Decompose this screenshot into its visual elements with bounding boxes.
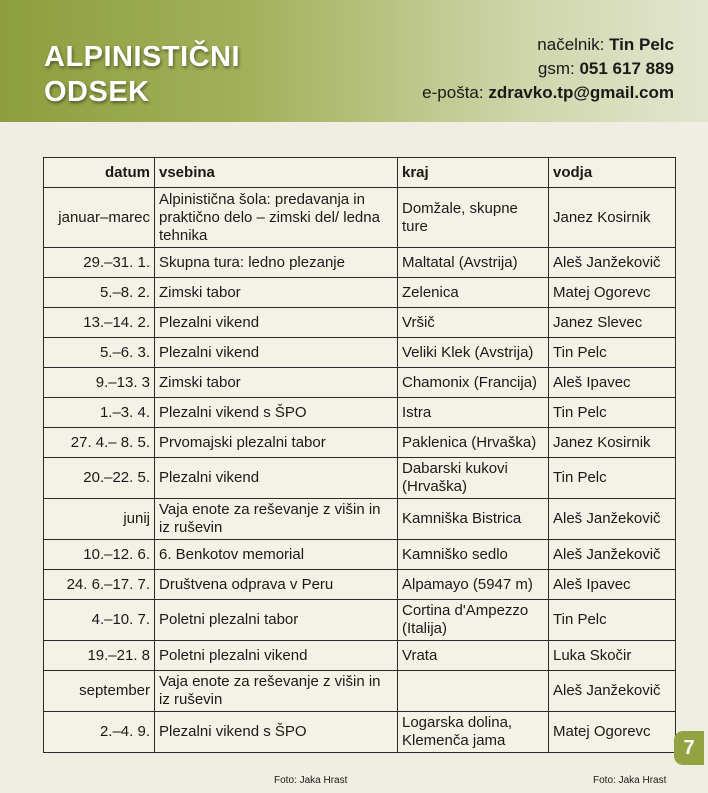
section-title — [44, 40, 240, 110]
cell-datum: 5.–6. 3. — [44, 338, 155, 368]
cell-vodja: Tin Pelc — [549, 338, 676, 368]
leader-label: načelnik: — [537, 35, 610, 54]
cell-datum: 10.–12. 6. — [44, 540, 155, 570]
email-line — [422, 81, 674, 105]
cell-vsebina: Poletni plezalni tabor — [155, 600, 398, 641]
cell-vsebina: Vaja enote za reševanje z višin in iz ruševin — [155, 671, 398, 712]
cell-kraj: Logarska dolina, Klemenča jama — [398, 712, 549, 753]
cell-kraj: Alpamayo (5947 m) — [398, 570, 549, 600]
cell-vodja: Aleš Ipavec — [549, 570, 676, 600]
cell-vodja: Janez Slevec — [549, 308, 676, 338]
cell-kraj: Zelenica — [398, 278, 549, 308]
cell-vodja: Aleš Janžekovič — [549, 499, 676, 540]
header-vsebina: vsebina — [155, 158, 398, 188]
cell-datum: 19.–21. 8 — [44, 641, 155, 671]
photo-credit: Foto: Jaka Hrast — [593, 775, 667, 786]
cell-vodja: Tin Pelc — [549, 458, 676, 499]
cell-vsebina: Plezalni vikend — [155, 308, 398, 338]
cell-kraj: Chamonix (Francija) — [398, 368, 549, 398]
table-row — [44, 188, 676, 248]
cell-vsebina: Alpinistična šola: predavanja in praktično delo – zimski del/ ledna tehnika — [155, 188, 398, 248]
table-row — [44, 570, 676, 600]
table-row — [44, 641, 676, 671]
cell-datum: september — [44, 671, 155, 712]
cell-vsebina: Poletni plezalni vikend — [155, 641, 398, 671]
cell-datum: 20.–22. 5. — [44, 458, 155, 499]
cell-datum: 24. 6.–17. 7. — [44, 570, 155, 600]
table-row — [44, 308, 676, 338]
cell-kraj: Kamniško sedlo — [398, 540, 549, 570]
cell-vodja: Tin Pelc — [549, 398, 676, 428]
cell-vsebina: Plezalni vikend s ŠPO — [155, 712, 398, 753]
cell-datum: 27. 4.– 8. 5. — [44, 428, 155, 458]
header-datum: datum — [44, 158, 155, 188]
cell-datum: 29.–31. 1. — [44, 248, 155, 278]
cell-vodja: Aleš Janžekovič — [549, 671, 676, 712]
gsm-label: gsm: — [537, 59, 580, 78]
cell-vodja: Janez Kosirnik — [549, 428, 676, 458]
table-header-row — [44, 158, 676, 188]
cell-kraj: Vrata — [398, 641, 549, 671]
leader-line — [422, 33, 674, 57]
photo-credit: Foto: Jaka Hrast — [274, 775, 348, 786]
cell-vsebina: 6. Benkotov memorial — [155, 540, 398, 570]
page-number-badge: 7 — [674, 731, 704, 765]
schedule-table — [43, 157, 676, 753]
table-row — [44, 600, 676, 641]
email-value: zdravko.tp@gmail.com — [488, 83, 674, 102]
cell-datum: junij — [44, 499, 155, 540]
cell-datum: 1.–3. 4. — [44, 398, 155, 428]
table-row — [44, 428, 676, 458]
cell-vodja: Janez Kosirnik — [549, 188, 676, 248]
table-row — [44, 499, 676, 540]
cell-kraj: Domžale, skupne ture — [398, 188, 549, 248]
table-row — [44, 712, 676, 753]
page-header — [0, 0, 708, 122]
cell-vsebina: Vaja enote za reševanje z višin in iz ruševin — [155, 499, 398, 540]
cell-vodja: Aleš Janžekovič — [549, 248, 676, 278]
cell-kraj: Kamniška Bistrica — [398, 499, 549, 540]
cell-vsebina: Skupna tura: ledno plezanje — [155, 248, 398, 278]
cell-vsebina: Plezalni vikend s ŠPO — [155, 398, 398, 428]
cell-kraj: Veliki Klek (Avstrija) — [398, 338, 549, 368]
header-kraj: kraj — [398, 158, 549, 188]
table-row — [44, 338, 676, 368]
cell-vodja: Matej Ogorevc — [549, 278, 676, 308]
cell-vsebina: Plezalni vikend — [155, 338, 398, 368]
header-vodja: vodja — [549, 158, 676, 188]
title-line-1: ALPINISTIČNI — [44, 41, 241, 73]
cell-kraj: Istra — [398, 398, 549, 428]
table-row — [44, 248, 676, 278]
cell-datum: 9.–13. 3 — [44, 368, 155, 398]
cell-kraj — [398, 671, 549, 712]
cell-vsebina: Prvomajski plezalni tabor — [155, 428, 398, 458]
cell-vsebina: Zimski tabor — [155, 368, 398, 398]
cell-datum: 4.–10. 7. — [44, 600, 155, 641]
cell-vsebina: Zimski tabor — [155, 278, 398, 308]
table-row — [44, 368, 676, 398]
cell-vodja: Matej Ogorevc — [549, 712, 676, 753]
cell-datum: 13.–14. 2. — [44, 308, 155, 338]
cell-vodja: Aleš Janžekovič — [549, 540, 676, 570]
cell-kraj: Vršič — [398, 308, 549, 338]
cell-kraj: Cortina d'Ampezzo (Italija) — [398, 600, 549, 641]
cell-vodja: Tin Pelc — [549, 600, 676, 641]
cell-kraj: Paklenica (Hrvaška) — [398, 428, 549, 458]
cell-vodja: Aleš Ipavec — [549, 368, 676, 398]
cell-vsebina: Plezalni vikend — [155, 458, 398, 499]
table-row — [44, 458, 676, 499]
cell-datum: januar–marec — [44, 188, 155, 248]
cell-kraj: Maltatal (Avstrija) — [398, 248, 549, 278]
cell-kraj: Dabarski kukovi (Hrvaška) — [398, 458, 549, 499]
leader-name: Tin Pelc — [609, 35, 674, 54]
title-line-2: ODSEK — [44, 76, 150, 108]
gsm-value: 051 617 889 — [579, 59, 674, 78]
table-row — [44, 278, 676, 308]
table-row — [44, 398, 676, 428]
cell-vodja: Luka Skočir — [549, 641, 676, 671]
table-row — [44, 540, 676, 570]
gsm-line — [422, 57, 674, 81]
cell-datum: 5.–8. 2. — [44, 278, 155, 308]
email-label: e-pošta: — [422, 83, 489, 102]
contact-info — [422, 33, 674, 105]
table-row — [44, 671, 676, 712]
cell-datum: 2.–4. 9. — [44, 712, 155, 753]
cell-vsebina: Društvena odprava v Peru — [155, 570, 398, 600]
